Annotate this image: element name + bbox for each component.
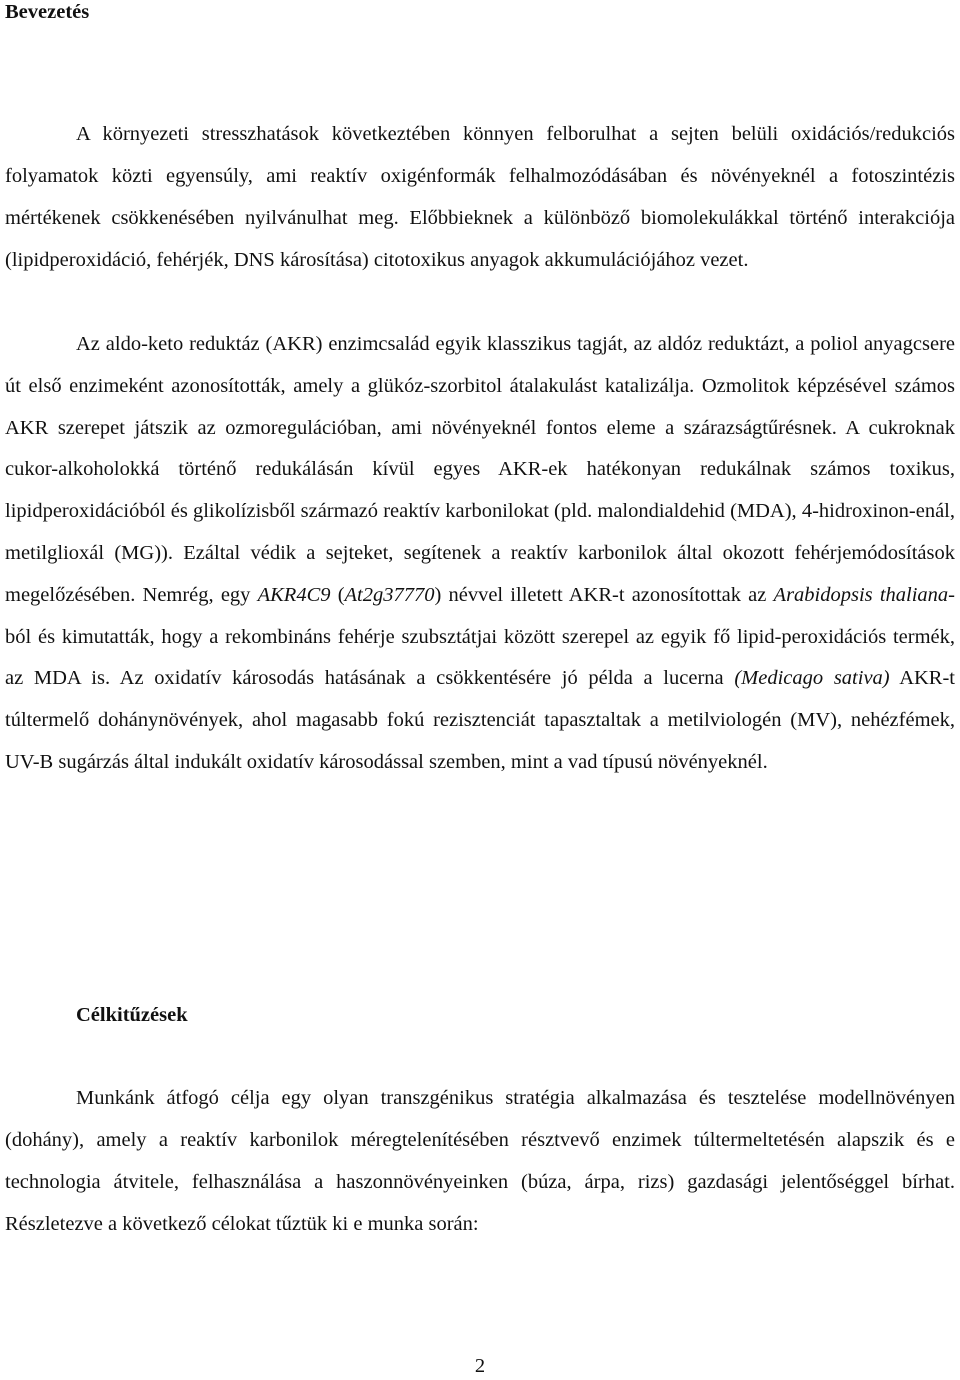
intro-paragraph-2: [5, 324, 955, 784]
gene-locus: At2g37770: [344, 583, 435, 606]
page-number: 2: [474, 1355, 486, 1377]
species-arabidopsis: Arabidopsis thaliana: [773, 583, 949, 606]
intro-p2-text-5: AKR-t túltermelő dohánynövények, ahol magasabb fokú rezisztenciát tapasztaltak a metilviologén (MV), nehézfémek, UV-B sugárzás által indukált oxidatív károsodással szemben, mint a vad típusú növényeknél.: [5, 667, 955, 773]
species-medicago: (Medicago sativa): [734, 667, 890, 690]
goals-paragraph: Munkánk átfogó célja egy olyan transzgénikus stratégia alkalmazása és tesztelése modellnövényen (dohány), amely a reaktív karbonilok méregtelenítésében résztvevő enzimek túltermeltetésén alapszik és e technologia átvitele, felhasználása a haszonnövényeinken (búza, árpa, rizs) gazdasági jelentőséggel bírhat. Részletezve a következő célokat tűztük ki e munka során:: [5, 1087, 955, 1235]
gene-name-akr4c9: AKR4C9: [257, 583, 331, 606]
intro-p2-text-4: -ból és kimutatták, hogy a rekombináns fehérje szubsztátjai között szerepel az egyik fő lipid-peroxidációs termék, az MDA is. Az oxidatív károsodás hatásának a csökkentésére jó példa a lucerna: [5, 583, 955, 690]
heading-bevezetes: Bevezetés: [5, 1, 90, 23]
intro-paragraph-1: A környezeti stresszhatások következtében könnyen felborulhat a sejten belüli oxidációs/redukciós folyamatok közti egyensúly, ami reaktív oxigénformák felhalmozódásában és növényeknél a fotoszintézis mértékenek csökkenésében nyilvánulhat meg. Előbbieknek a különböző biomolekulákkal történő interakciója (lipidperoxidáció, fehérjék, DNS károsítása) citotoxikus anyagok akkumulációjához vezet.: [5, 123, 955, 271]
heading-celkitzesek: Célkitűzések: [76, 1004, 188, 1026]
intro-p2-text-1: Az aldo-keto reduktáz (AKR) enzimcsalád egyik klasszikus tagját, az aldóz reduktázt, a poliol anyagcsere út első enzimeként azonosították, amely a glükóz-szorbitol átalakulást katalizálja. Ozmolitok képzésével számos AKR szerepet játszik az ozmoregulációban, ami növényeknél fontos eleme a szárazságtűrésnek. A cukroknak cukor-alkoholokká történő redukálásán kívül egyes AKR-ek hatékonyan redukálnak számos toxikus, lipidperoxidációból és glikolízisből származó reaktív karbonilokat (pld. malondialdehid (MDA), 4-hidroxinon-enál, metilglioxál (MG)). Ezáltal védik a sejteket, segítenek a reaktív karbonilok által okozott fehérjemódosítások megelőzésében. Nemrég, egy: [5, 333, 955, 606]
intro-p2-text-2: (: [330, 583, 345, 606]
intro-p2-text-3: ) névvel illetett AKR-t azonosítottak az: [434, 583, 774, 606]
